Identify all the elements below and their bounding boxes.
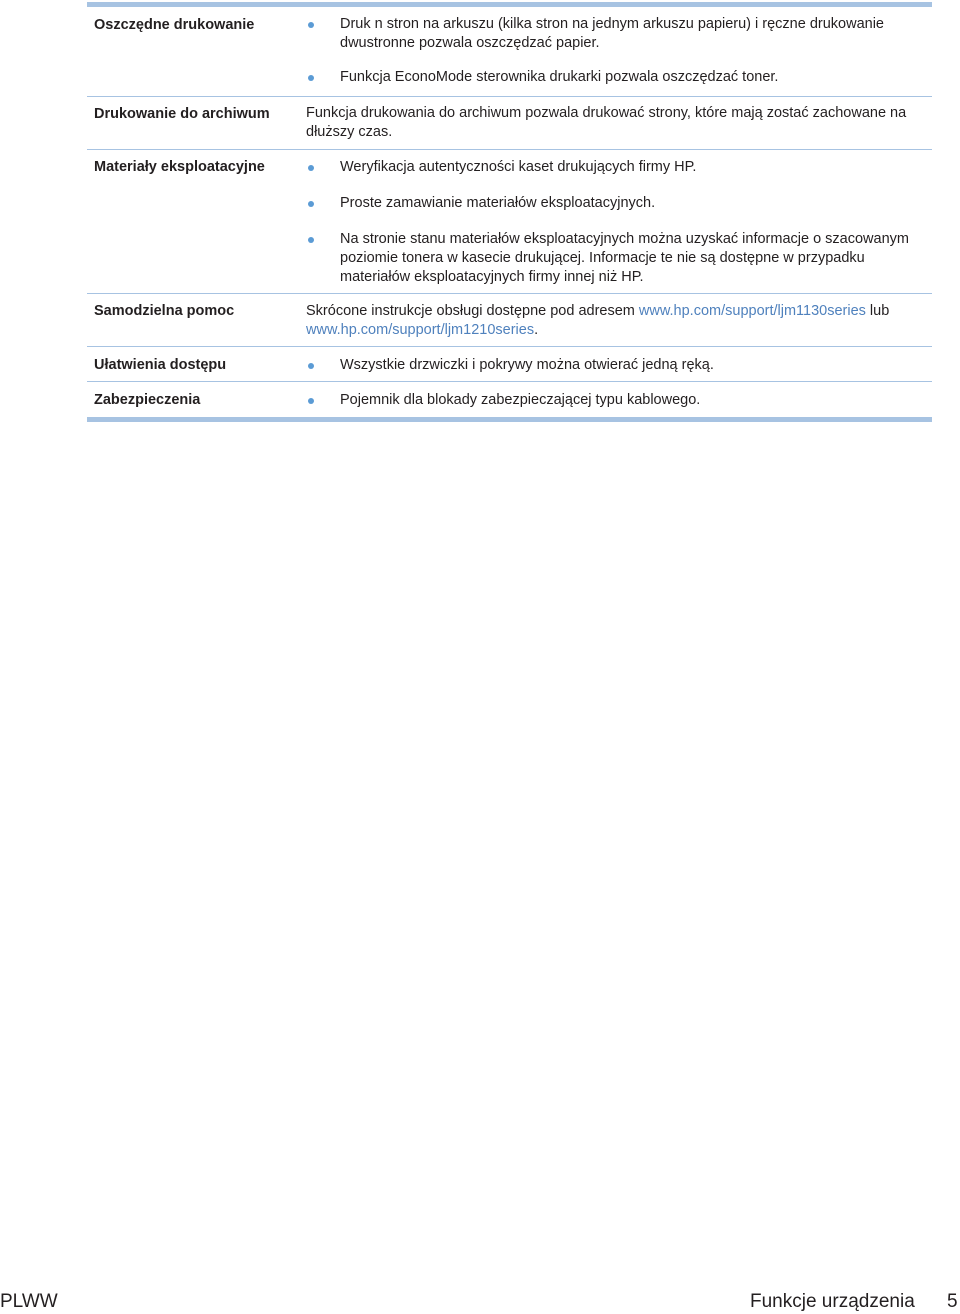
row-divider [87, 293, 932, 294]
row-bullet-text: Weryfikacja autentyczności kaset drukujących firmy HP. [340, 159, 697, 175]
support-text-mid: lub [865, 303, 890, 319]
row-bullet-text: Druk n stron na arkuszu (kilka stron na jednym arkuszu papieru) i ręczne drukowanie dwustronne pozwala oszczędzać papier. [340, 16, 884, 51]
row-label-samodzielna-pomoc: Samodzielna pomoc [94, 303, 235, 319]
row-bullet-text: Pojemnik dla blokady zabezpieczającej typu kablowego. [340, 392, 701, 408]
row-label-oszczedne-drukowanie: Oszczędne drukowanie [94, 17, 255, 33]
support-link-ljm1210[interactable]: www.hp.com/support/ljm1210series [306, 322, 535, 338]
row-label-drukowanie-do-archiwum: Drukowanie do archiwum [94, 106, 270, 122]
bullet-icon [308, 75, 314, 81]
row-divider [87, 346, 932, 347]
bullet-icon [308, 22, 314, 28]
bullet-icon [308, 201, 314, 207]
support-link-ljm1130[interactable]: www.hp.com/support/ljm1130series [638, 303, 866, 319]
footer-section-title: Funkcje urządzenia [750, 1291, 915, 1312]
footer-left-code: PLWW [0, 1291, 58, 1312]
row-text: Funkcja drukowania do archiwum pozwala drukować strony, które mają zostać zachowane na dłuższy czas. [306, 105, 907, 140]
table-top-rule [87, 2, 932, 7]
bullet-icon [308, 398, 314, 404]
row-text-support [306, 302, 926, 340]
bullet-icon [308, 237, 314, 243]
footer-page-number: 5 [947, 1291, 958, 1312]
row-divider [87, 96, 932, 97]
bullet-icon [308, 363, 314, 369]
row-divider [87, 149, 932, 150]
row-label-zabezpieczenia: Zabezpieczenia [94, 392, 201, 408]
support-text-before: Skrócone instrukcje obsługi dostępne pod adresem [306, 303, 639, 319]
row-label-ulatwienia-dostepu: Ułatwienia dostępu [94, 357, 227, 373]
row-label-materialy-eksploatacyjne: Materiały eksploatacyjne [94, 159, 265, 175]
row-bullet-text: Proste zamawianie materiałów eksploatacyjnych. [340, 195, 656, 211]
row-divider [87, 381, 932, 382]
table-bottom-rule [87, 417, 932, 422]
bullet-icon [308, 165, 314, 171]
support-text-after: . [534, 322, 539, 338]
row-bullet-text: Wszystkie drzwiczki i pokrywy można otwierać jedną ręką. [340, 357, 714, 373]
row-bullet-text: Funkcja EconoMode sterownika drukarki pozwala oszczędzać toner. [340, 69, 779, 85]
row-bullet-text: Na stronie stanu materiałów eksploatacyjnych można uzyskać informacje o szacowanym poziomie tonera w kasecie drukującej. Informacje te nie są dostępne w przypadku materiałów eksploatacyjnych firmy innej niż HP. [340, 231, 909, 285]
